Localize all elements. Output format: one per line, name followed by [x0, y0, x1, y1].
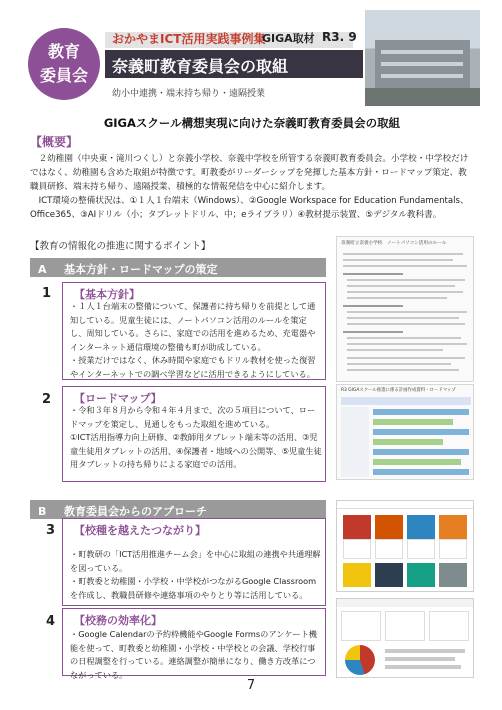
- item-title: 【校務の効率化】: [74, 614, 162, 627]
- rules-document-title: 奈義町立奈義小学校 ノートパソコン活用のルール: [341, 241, 447, 246]
- page-subtitle: 幼小中連携・端末持ち帰り・遠隔授業: [112, 89, 266, 99]
- section-b-letter: B: [38, 505, 47, 518]
- item-title: 【基本方針】: [74, 288, 140, 301]
- roadmap-document-title: R3 GIGAスクール推進に係る計画作成資料・ロードマップ: [341, 388, 456, 393]
- giga-tag: GIGA取材: [262, 32, 315, 45]
- overview-body: ２幼稚園（中央東・滝川つくし）と奈義小学校、奈義中学校を所管する奈義町教育委員会。小学校・中学校だけではなく、幼稚園も含めた取組が特徴です。町教委がリーダーシップを発揮した基本方針・ロードマップ策定、教職員研修、端末持ち帰り、遠隔授業、積極的な情報発信を中心に紹介します。 ICT環境の整備状況は、①１人１台端末（Windows）、②Google Workspace for Education Fundamentals、Office365、③AIドリル（小；タブレットドリル、中；eライブラリ）④教材提示装置、⑤デジタル教科書。: [30, 154, 469, 220]
- page-header: [0, 0, 502, 110]
- rules-document: [336, 236, 474, 382]
- item-body: ・１人１台端末の整備について、保護者に持ち帰りを前提として通知している。児童生徒には、ノートパソコン活用のルールを策定し、周知している。さらに、家庭での活用を進めるため、充電器やインターネット通信環境の整備も町が助成している。 ・授業だけではなく、休み時間や家庭でもドリル教材を使った復習やインターネットでの調べ学習などに活用できるようにしている。: [70, 301, 316, 379]
- issue-date: R3. 9: [322, 30, 357, 44]
- item-number: 3: [46, 523, 56, 538]
- section-a-letter: A: [38, 263, 47, 276]
- item-body: ・Google Calendarの予約枠機能やGoogle Formsのアンケート機能を使って、町教委と幼稚園・小学校・中学校との会議、学校行事の日程調整を行っている。連絡調整が簡単になり、働き方改革につながっている。: [70, 629, 317, 680]
- points-title: 【教育の情報化の推進に関するポイント】: [30, 241, 211, 252]
- item-number: 2: [42, 392, 52, 407]
- department-badge: 教育 委員会: [28, 28, 100, 100]
- page-number: 7: [246, 678, 256, 693]
- section-b-title: 教育委員会からのアプローチ: [64, 505, 207, 518]
- calendar-forms-screenshot: [336, 598, 474, 678]
- google-classroom-screenshot: [336, 500, 474, 592]
- item-body: ・令和３年８月から令和４年４月まで、次の５項目について、ロードマップを策定し、見通しをもった取組を進めている。 ①ICT活用指導力向上研修、②教師用タブレット端末等の活用、③児童生徒用タブレットの活用、④保護者・地域への公開等、⑤児童生徒用タブレットの持ち帰りによる家庭での活用。: [70, 405, 322, 470]
- overview-title: 【概要】: [30, 135, 79, 149]
- item-title: 【校種を越えたつながり】: [74, 524, 206, 537]
- section-a-title: 基本方針・ロードマップの策定: [64, 263, 218, 276]
- series-label: おかやまICT活用実践事例集: [112, 32, 266, 46]
- item-number: 4: [46, 614, 56, 629]
- item-number: 1: [42, 286, 52, 301]
- school-building-photo: [365, 10, 480, 106]
- roadmap-document: [336, 384, 474, 480]
- page-title: 奈義町教育委員会の取組: [112, 57, 289, 76]
- item-title: 【ロードマップ】: [74, 392, 162, 405]
- item-body: ・町教研の「ICT活用推進チーム会」を中心に取組の連携や共通理解を図っている。 ・町教委と幼稚園・小学校・中学校がつながるGoogle Classroomを作成し、教職員研修や連絡事項のやりとり等に活用している。: [70, 549, 321, 600]
- section-a-bar: [30, 258, 326, 277]
- section-b-bar: [30, 500, 326, 519]
- main-heading: GIGAスクール構想実現に向けた奈義町教育委員会の取組: [103, 116, 401, 130]
